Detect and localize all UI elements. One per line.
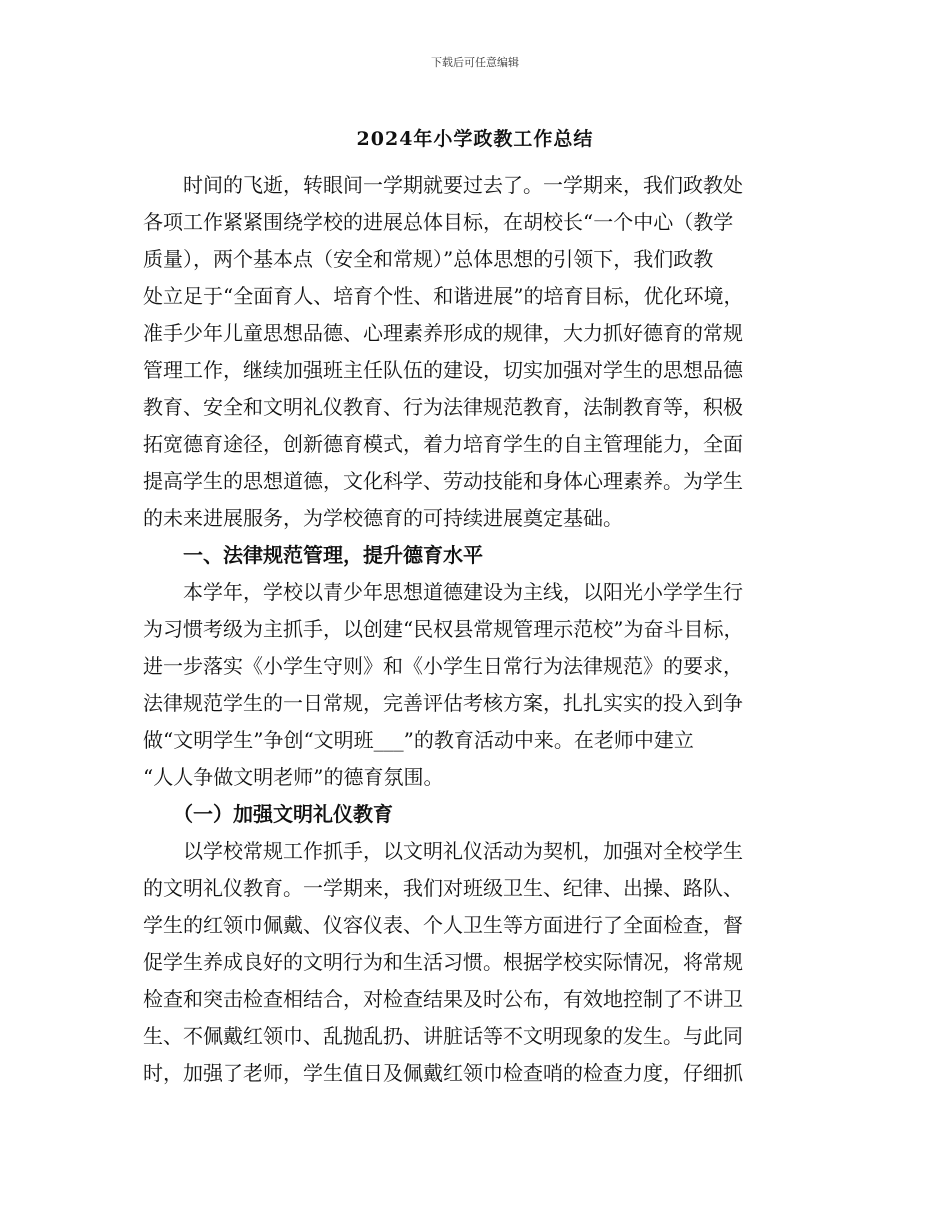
body-line: 各项工作紧紧围绕学校的进展总体目标，在胡校长“一个中心（教学 — [143, 210, 734, 234]
body-line: 提高学生的思想道德，文化科学、劳动技能和身体心理素养。为学生 — [143, 469, 743, 493]
body-line: 本学年，学校以青少年思想道德建设为主线，以阳光小学学生行 — [143, 580, 743, 604]
section-heading: 一、法律规范管理，提升德育水平 — [143, 543, 483, 567]
body-line: 教育、安全和文明礼仪教育、行为法律规范教育，法制教育等，积极 — [143, 395, 743, 419]
body-line: 检查和突击检查相结合，对检查结果及时公布，有效地控制了不讲卫 — [143, 987, 743, 1011]
body-line: 学生的红领巾佩戴、仪容仪表、个人卫生等方面进行了全面检查，督 — [143, 913, 743, 937]
body-line: 质量），两个基本点（安全和常规）”总体思想的引领下，我们政教 — [143, 247, 714, 271]
body-line: 准手少年儿童思想品德、心理素养形成的规律，大力抓好德育的常规 — [143, 321, 743, 345]
body-line: 促学生养成良好的文明行为和生活习惯。根据学校实际情况，将常规 — [143, 950, 743, 974]
header-note: 下载后可任意编辑 — [431, 56, 519, 69]
body-line: “人人争做文明老师”的德育氛围。 — [143, 765, 444, 789]
body-line: 的未来进展服务，为学校德育的可持续进展奠定基础。 — [143, 506, 623, 530]
body-line: 的文明礼仪教育。一学期来，我们对班级卫生、纪律、出操、路队、 — [143, 876, 743, 900]
body-line: 处立足于“全面育人、培育个性、和谐进展”的培育目标，优化环境， — [143, 284, 744, 308]
body-line: 做“文明学生”争创“文明班___”的教育活动中来。在老师中建立 — [143, 728, 694, 752]
body-line: 为习惯考级为主抓手，以创建“民权县常规管理示范校”为奋斗目标， — [143, 617, 744, 641]
body-line: 管理工作，继续加强班主任队伍的建设，切实加强对学生的思想品德 — [143, 358, 743, 382]
body-line: 生、不佩戴红领巾、乱抛乱扔、讲脏话等不文明现象的发生。与此同 — [143, 1024, 743, 1048]
body-line: 拓宽德育途径，创新德育模式，着力培育学生的自主管理能力，全面 — [143, 432, 743, 456]
body-line: 法律规范学生的一日常规，完善评估考核方案，扎扎实实的投入到争 — [143, 691, 743, 715]
body-line: 以学校常规工作抓手，以文明礼仪活动为契机，加强对全校学生 — [143, 839, 743, 863]
page-title: 2024年小学政教工作总结 — [356, 128, 594, 150]
body-line: 时，加强了老师，学生值日及佩戴红领巾检查哨的检查力度，仔细抓 — [143, 1061, 743, 1085]
body-line: 进一步落实《小学生守则》和《小学生日常行为法律规范》的要求， — [143, 654, 743, 678]
subsection-heading: （一）加强文明礼仪教育 — [143, 802, 393, 826]
body-line: 时间的飞逝，转眼间一学期就要过去了。一学期来，我们政教处 — [143, 173, 743, 197]
